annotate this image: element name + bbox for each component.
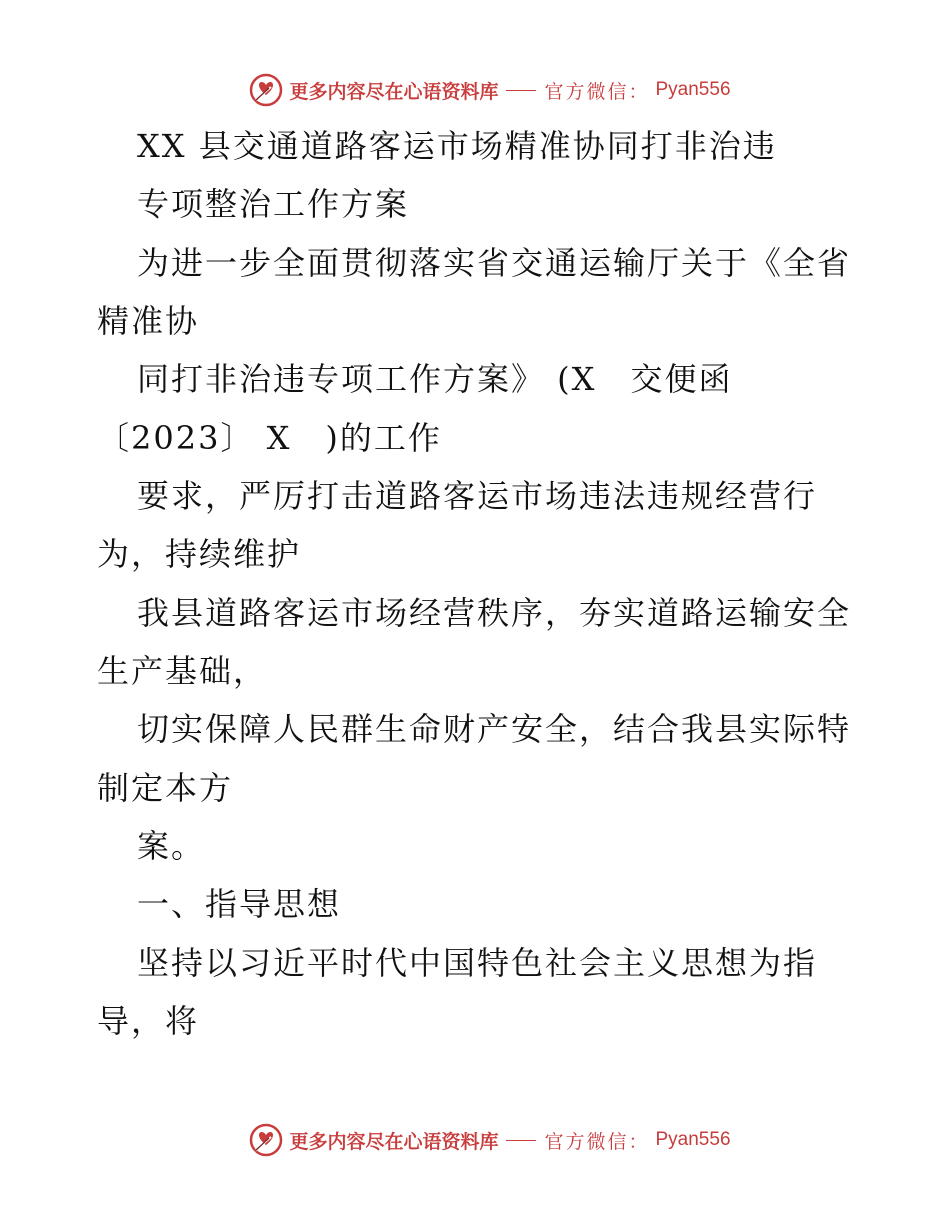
- banner-brand: 更多内容尽在心语资料库: [289, 1130, 499, 1153]
- paragraph-line: 精准协: [97, 302, 200, 340]
- paragraph-line: 坚持以习近平时代中国特色社会主义思想为指: [137, 944, 818, 982]
- heart-quill-logo-icon: [249, 1123, 283, 1157]
- paragraph-line: 导，将: [97, 1002, 200, 1040]
- paragraph-line: 为进一步全面贯彻落实省交通运输厅关于《全省: [137, 244, 852, 282]
- paragraph-line: 同打非治违专项工作方案》 (X 交便函: [137, 360, 733, 398]
- banner-wechat-label: 官方微信：: [544, 1130, 650, 1153]
- document-title-line-1: XX 县交通道路客运市场精准协同打非治违: [137, 127, 777, 165]
- paragraph-line: 我县道路客运市场经营秩序，夯实道路运输安全: [137, 594, 852, 632]
- banner-dash: [506, 1140, 536, 1141]
- document-title-line-2: 专项整治工作方案: [137, 185, 410, 223]
- paragraph-line: 制定本方: [97, 769, 234, 807]
- paragraph-line: 生产基础，: [97, 652, 268, 690]
- paragraph-line: 案。: [137, 827, 206, 865]
- banner-wechat-label: 官方微信：: [544, 80, 650, 103]
- paragraph-line: 为，持续维护: [97, 535, 302, 573]
- footer-banner: [0, 1120, 950, 1160]
- paragraph-line: 要求，严厉打击道路客运市场违法违规经营行: [137, 477, 818, 515]
- section-heading: 一、指导思想: [137, 885, 342, 923]
- banner-dash: [506, 90, 536, 91]
- banner-wechat-id: Pyan556: [655, 1129, 731, 1150]
- paragraph-line: 切实保障人民群生命财产安全，结合我县实际特: [137, 710, 852, 748]
- header-banner: [0, 70, 950, 110]
- banner-brand: 更多内容尽在心语资料库: [289, 80, 499, 103]
- heart-quill-logo-icon: [249, 73, 283, 107]
- banner-wechat-id: Pyan556: [655, 79, 731, 100]
- paragraph-line: 〔2023〕 X )的工作: [97, 419, 442, 457]
